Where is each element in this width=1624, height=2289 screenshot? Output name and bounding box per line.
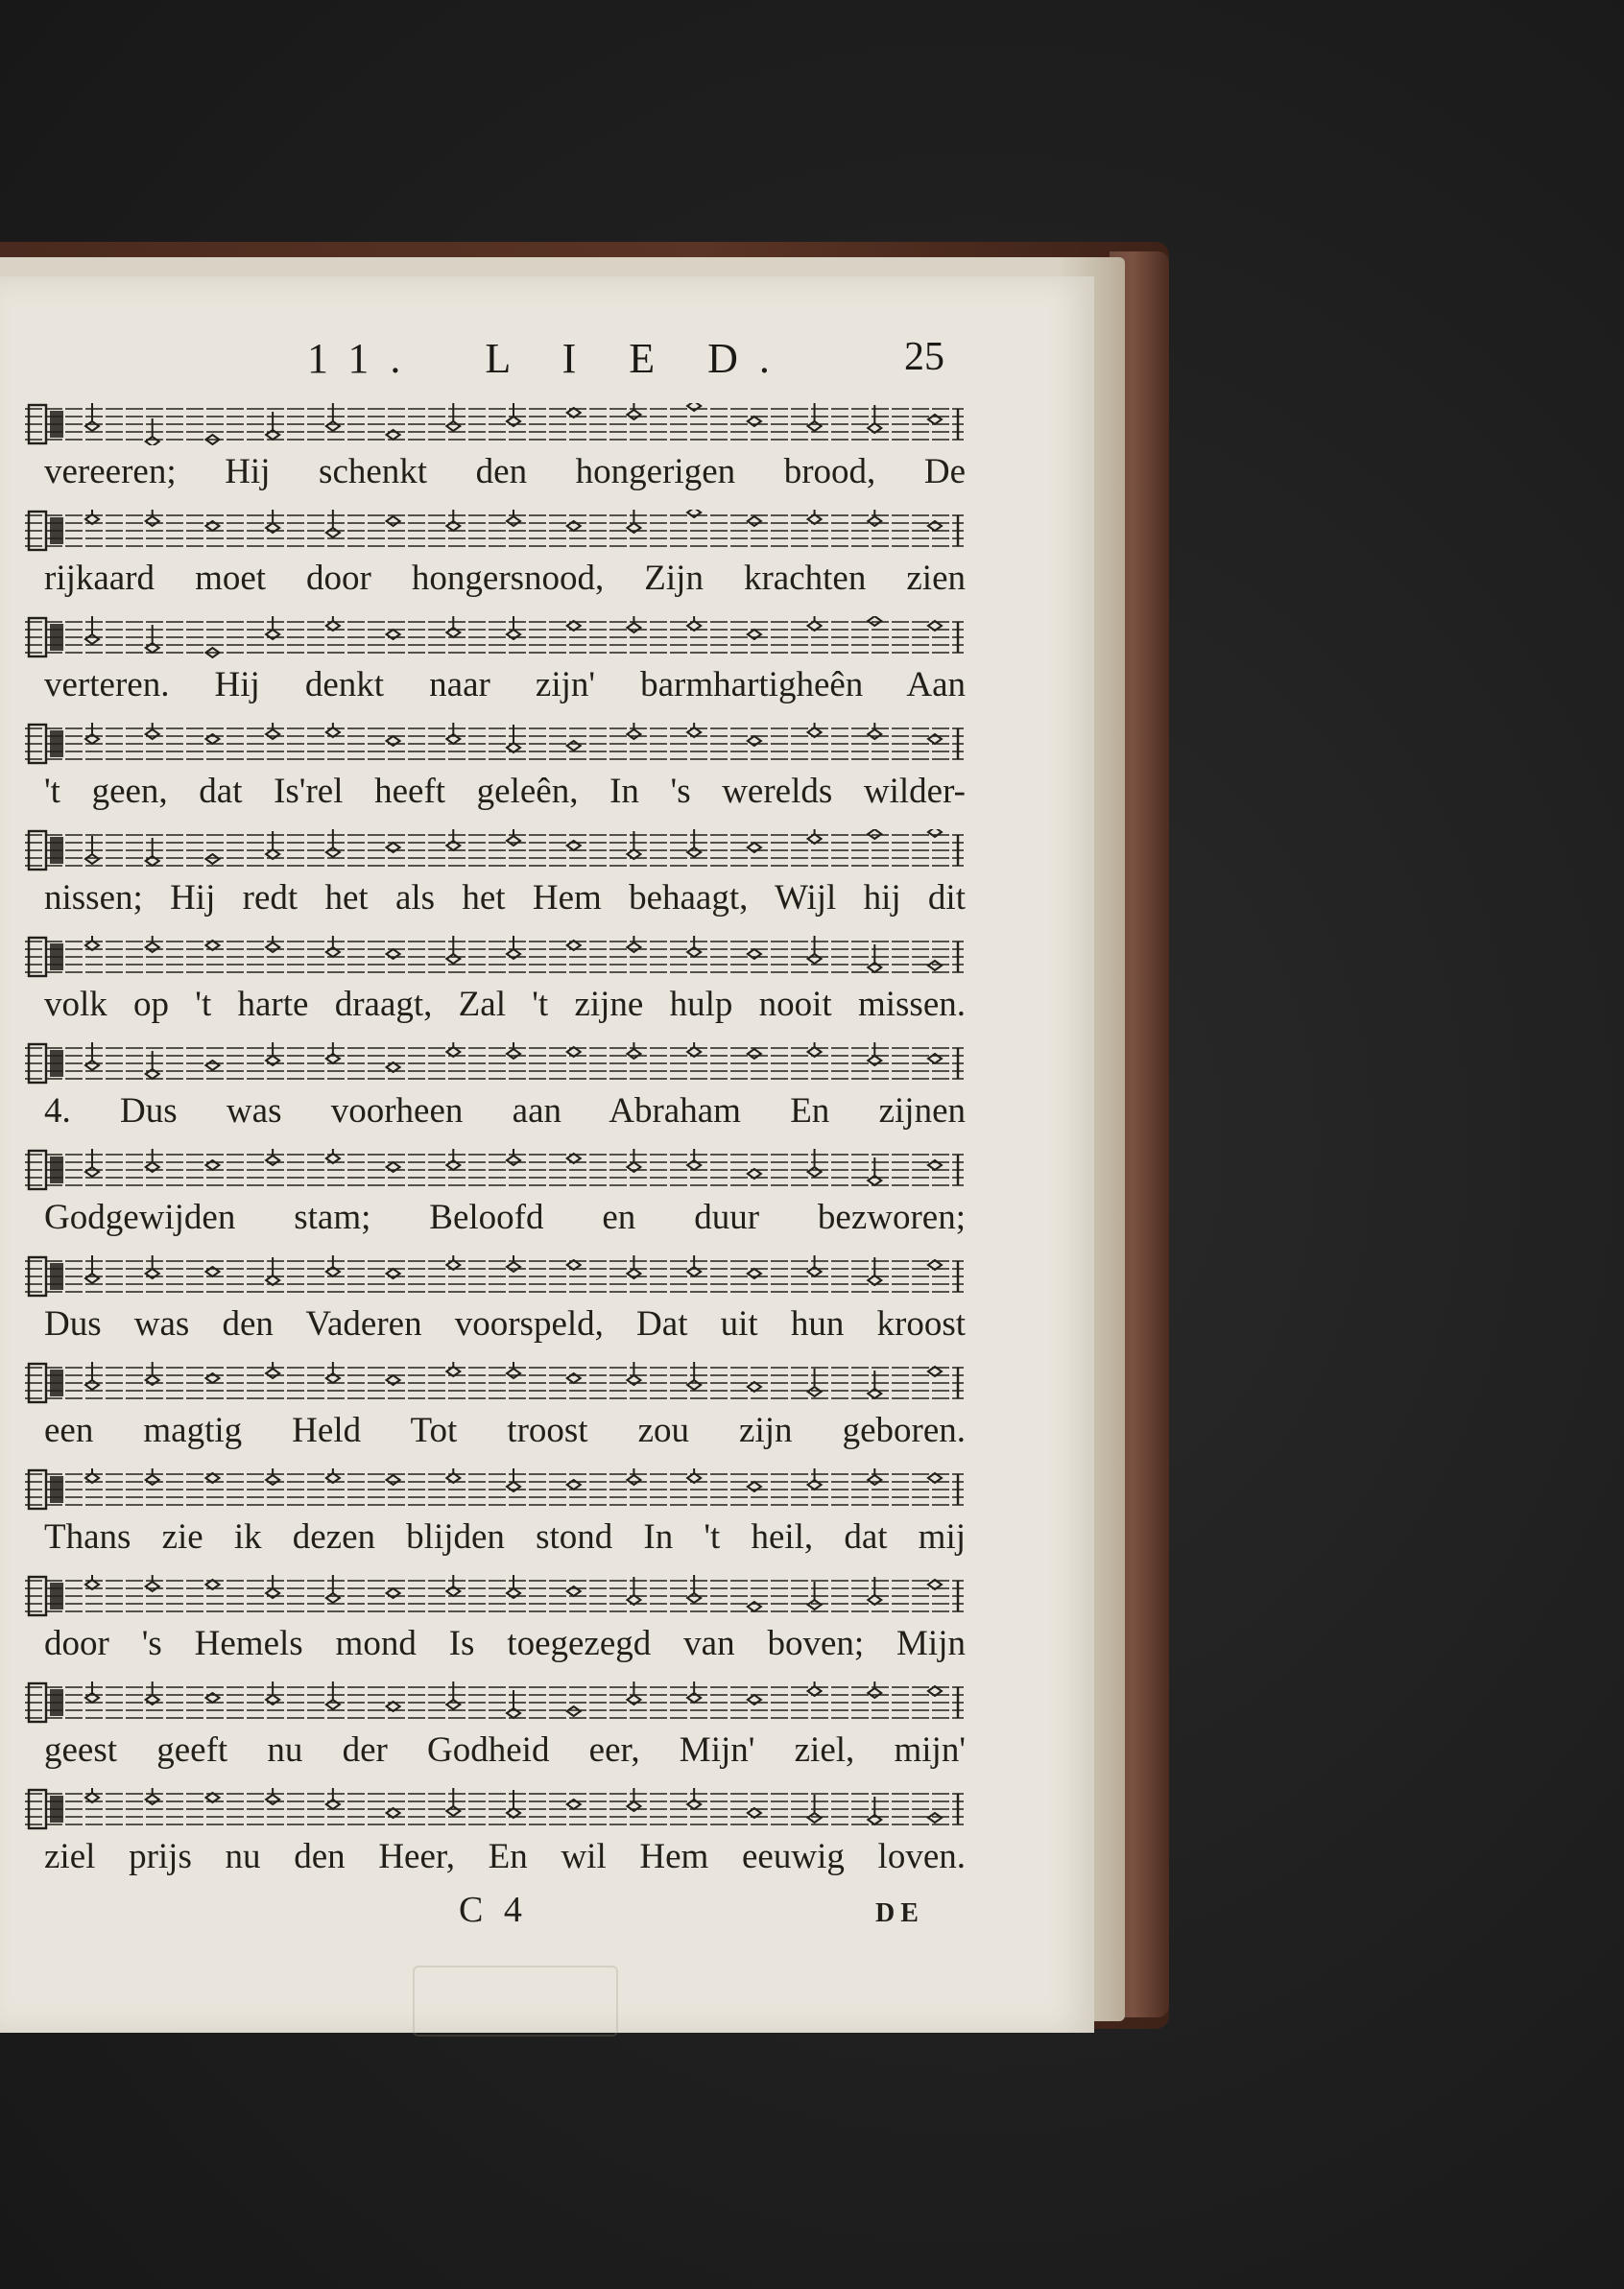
lyric-line: een magtig Held Tot troost zou zijn geboren. bbox=[44, 1411, 966, 1450]
music-system bbox=[25, 1042, 964, 1149]
note-head bbox=[446, 616, 460, 637]
lyric-line: 4. Dus was voorheen aan Abraham En zijnen bbox=[44, 1091, 966, 1131]
note-head bbox=[627, 510, 640, 533]
key-signature-mark bbox=[50, 1476, 63, 1503]
music-system bbox=[25, 1149, 964, 1255]
staff-svg bbox=[25, 403, 964, 445]
note-head bbox=[627, 1681, 640, 1705]
note-head bbox=[928, 961, 942, 970]
note-head bbox=[326, 1468, 340, 1483]
note-head bbox=[326, 1788, 340, 1809]
note-head bbox=[868, 829, 881, 839]
note-head bbox=[446, 1575, 460, 1596]
note-head bbox=[326, 1255, 340, 1276]
music-system bbox=[25, 1362, 964, 1468]
note-head bbox=[808, 1681, 822, 1696]
note-head bbox=[446, 723, 460, 744]
note-head bbox=[868, 616, 881, 626]
music-staff bbox=[25, 1042, 964, 1085]
note-head bbox=[748, 1049, 761, 1059]
note-head bbox=[808, 723, 822, 737]
music-staff bbox=[25, 403, 964, 445]
note-head bbox=[808, 616, 822, 631]
music-system bbox=[25, 936, 964, 1042]
staff-svg bbox=[25, 1362, 964, 1404]
key-signature-mark bbox=[50, 411, 63, 438]
lyric-line: rijkaard moet door hongersnood, Zijn krachten zien bbox=[44, 559, 966, 598]
key-signature-mark bbox=[50, 624, 63, 651]
staff-svg bbox=[25, 1681, 964, 1724]
note-head bbox=[808, 829, 822, 844]
note-head bbox=[687, 1681, 701, 1703]
note-head bbox=[205, 854, 219, 864]
note-head bbox=[146, 1149, 159, 1172]
page-content bbox=[0, 276, 1094, 2033]
note-head bbox=[808, 1255, 822, 1276]
music-system bbox=[25, 1575, 964, 1681]
note-head bbox=[687, 1149, 701, 1170]
note-head bbox=[266, 510, 279, 533]
note-head bbox=[446, 510, 460, 531]
note-head bbox=[687, 1255, 701, 1276]
music-system bbox=[25, 1468, 964, 1575]
staff-svg bbox=[25, 1149, 964, 1191]
note-head bbox=[85, 1575, 99, 1589]
note-head bbox=[326, 936, 340, 957]
music-staff bbox=[25, 1468, 964, 1511]
music-staff bbox=[25, 829, 964, 871]
note-head bbox=[266, 1042, 279, 1065]
staff-svg bbox=[25, 1468, 964, 1511]
note-head bbox=[507, 403, 520, 426]
note-head bbox=[808, 510, 822, 524]
staff-svg bbox=[25, 616, 964, 658]
key-signature-mark bbox=[50, 517, 63, 544]
note-head bbox=[567, 741, 581, 751]
music-staff bbox=[25, 1681, 964, 1724]
note-head bbox=[446, 1362, 460, 1376]
catchword: DE bbox=[875, 1898, 924, 1928]
key-signature-mark bbox=[50, 943, 63, 970]
music-staff bbox=[25, 1149, 964, 1191]
page-footer bbox=[0, 1889, 1094, 1946]
music-staff bbox=[25, 1362, 964, 1404]
note-head bbox=[266, 1681, 279, 1705]
note-head bbox=[85, 510, 99, 524]
note-head bbox=[446, 829, 460, 850]
note-head bbox=[687, 1042, 701, 1057]
staff-svg bbox=[25, 829, 964, 871]
lyric-line: door 's Hemels mond Is toegezegd van boven; Mijn bbox=[44, 1624, 966, 1663]
note-head bbox=[808, 1042, 822, 1057]
key-signature-mark bbox=[50, 730, 63, 757]
note-head bbox=[85, 1468, 99, 1483]
lyric-line: geest geeft nu der Godheid eer, Mijn' ziel, mijn' bbox=[44, 1730, 966, 1770]
key-signature-mark bbox=[50, 1689, 63, 1716]
note-head bbox=[146, 1362, 159, 1385]
note-head bbox=[205, 1061, 219, 1070]
hymn-title: L I E D. bbox=[485, 335, 791, 382]
lyric-line: verteren. Hij denkt naar zijn' barmhartigheên Aan bbox=[44, 665, 966, 704]
note-head bbox=[687, 723, 701, 737]
note-head bbox=[507, 936, 520, 959]
staff-svg bbox=[25, 1575, 964, 1617]
note-head bbox=[387, 516, 400, 526]
key-signature-mark bbox=[50, 1263, 63, 1290]
note-head bbox=[627, 1788, 640, 1811]
book-page bbox=[0, 276, 1094, 2033]
lyric-line: ziel prijs nu den Heer, En wil Hem eeuwig loven. bbox=[44, 1837, 966, 1876]
staff-svg bbox=[25, 936, 964, 978]
staff-svg bbox=[25, 510, 964, 552]
music-staff bbox=[25, 616, 964, 658]
note-head bbox=[627, 1149, 640, 1172]
key-signature-mark bbox=[50, 1050, 63, 1077]
staff-svg bbox=[25, 1042, 964, 1085]
note-head bbox=[808, 1468, 822, 1490]
key-signature-mark bbox=[50, 1370, 63, 1396]
staff-svg bbox=[25, 1788, 964, 1830]
note-head bbox=[326, 616, 340, 631]
lyric-line: 't geen, dat Is'rel heeft geleên, In 's werelds wilder- bbox=[44, 772, 966, 811]
note-head bbox=[748, 516, 761, 526]
hymn-number: 11. bbox=[307, 335, 422, 382]
note-head bbox=[446, 1468, 460, 1483]
lyric-line: Godgewijden stam; Beloofd en duur bezworen; bbox=[44, 1198, 966, 1237]
music-staff bbox=[25, 723, 964, 765]
music-system bbox=[25, 829, 964, 936]
music-system bbox=[25, 1788, 964, 1895]
key-signature-mark bbox=[50, 1583, 63, 1609]
note-head bbox=[266, 1575, 279, 1598]
note-head bbox=[507, 1468, 520, 1491]
note-head bbox=[85, 1788, 99, 1802]
note-head bbox=[687, 936, 701, 957]
music-staff bbox=[25, 1255, 964, 1298]
key-signature-mark bbox=[50, 1156, 63, 1183]
note-head bbox=[687, 1468, 701, 1483]
note-head bbox=[85, 1681, 99, 1703]
music-system bbox=[25, 723, 964, 829]
running-header bbox=[0, 334, 1094, 392]
note-head bbox=[326, 1042, 340, 1063]
staff-svg bbox=[25, 723, 964, 765]
note-head bbox=[627, 1255, 640, 1278]
note-head bbox=[507, 616, 520, 639]
key-signature-mark bbox=[50, 1796, 63, 1823]
music-staff bbox=[25, 510, 964, 552]
note-head bbox=[326, 1149, 340, 1163]
lyric-line: vereeren; Hij schenkt den hongerigen brood, De bbox=[44, 452, 966, 491]
note-head bbox=[446, 1042, 460, 1057]
note-head bbox=[326, 1362, 340, 1383]
music-staff bbox=[25, 1788, 964, 1830]
page-number: 25 bbox=[904, 335, 944, 379]
note-head bbox=[687, 616, 701, 631]
note-head bbox=[446, 1255, 460, 1270]
note-head bbox=[687, 1788, 701, 1809]
note-head bbox=[507, 1575, 520, 1598]
note-head bbox=[868, 1042, 881, 1065]
music-system bbox=[25, 403, 964, 510]
lyric-line: Thans zie ik dezen blijden stond In 't heil, dat mij bbox=[44, 1517, 966, 1557]
lyric-line: nissen; Hij redt het als het Hem behaagt, Wijl hij dit bbox=[44, 878, 966, 918]
signature-mark: C 4 bbox=[459, 1890, 528, 1930]
note-head bbox=[146, 1681, 159, 1705]
note-head bbox=[85, 936, 99, 950]
music-system bbox=[25, 1255, 964, 1362]
staff-svg bbox=[25, 1255, 964, 1298]
lyric-line: Dus was den Vaderen voorspeld, Dat uit hun kroost bbox=[44, 1304, 966, 1344]
lyric-line: volk op 't harte draagt, Zal 't zijne hulp nooit missen. bbox=[44, 985, 966, 1024]
key-signature-mark bbox=[50, 837, 63, 864]
music-staff bbox=[25, 1575, 964, 1617]
note-head bbox=[266, 616, 279, 639]
note-head bbox=[85, 723, 99, 744]
music-score bbox=[25, 403, 964, 1895]
music-system bbox=[25, 1681, 964, 1788]
note-head bbox=[446, 1149, 460, 1170]
running-title bbox=[307, 334, 791, 383]
note-head bbox=[387, 1475, 400, 1485]
show-through-mark bbox=[413, 1966, 618, 2037]
note-head bbox=[326, 723, 340, 737]
note-head bbox=[627, 1362, 640, 1385]
note-head bbox=[928, 1813, 942, 1823]
note-head bbox=[146, 1255, 159, 1278]
note-head bbox=[567, 1706, 581, 1716]
music-system bbox=[25, 510, 964, 616]
music-staff bbox=[25, 936, 964, 978]
music-system bbox=[25, 616, 964, 723]
